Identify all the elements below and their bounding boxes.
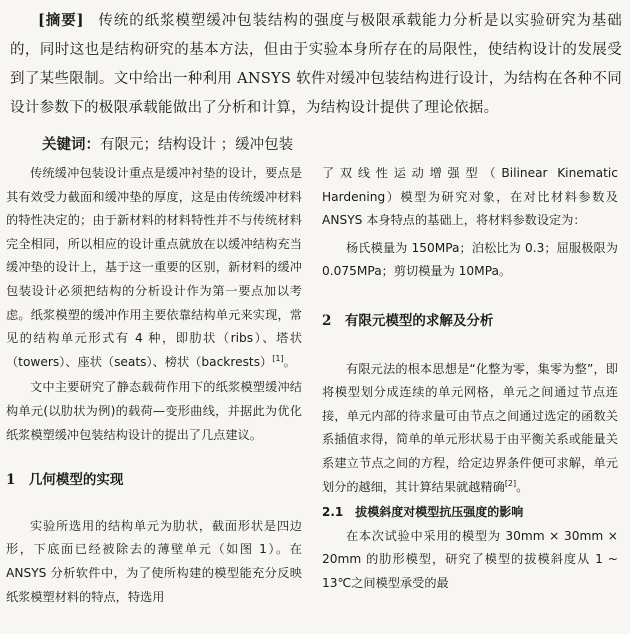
keywords-text: 有限元；结构设计 ；缓冲包装 (100, 137, 294, 153)
paragraph-end: 。 (283, 354, 296, 369)
paragraph: 文中主要研究了静态载荷作用下的纸浆模塑缓冲结构单元(以肋状为例)的载荷—变形曲线，并据此为优化纸浆模塑缓冲包装结构设计的提出了几点建议。 (6, 380, 302, 442)
paragraph: 杨氏模量为 150MPa；泊松比为 0.3；屈服极限为 0.075MPa；剪切模量为 10MPa。 (322, 240, 618, 279)
subsection-heading: 2.1 拔模斜度对模型抗压强度的影响 (322, 505, 524, 520)
right-column (322, 162, 618, 596)
paragraph-end: 。 (516, 479, 529, 494)
paragraph-text: 传统缓冲包装设计重点是缓冲衬垫的设计，要点是其有效受力截面和缓冲垫的厚度，这是由传统缓冲材料的特性决定的；由于新材料的材料特性并不与传统材料完全相同，所以相应的设计重点就放在以缓冲结构充当缓冲垫的设计上，基于这一重要的区别，新材料的缓冲包装设计必须把结构的分析设计作为第一要点加以考虑。纸浆模塑的缓冲作用主要依靠结构单元来实现，常见的结构单元形式有 4 种，即肋状（ribs）、塔状（towers）、座状（seats）、榜状（backrests） (6, 166, 302, 369)
abstract (10, 6, 622, 123)
keywords-label: 关键词： (42, 137, 100, 153)
citation: [1] (272, 353, 284, 363)
left-column (6, 162, 302, 609)
citation: [2] (504, 478, 517, 488)
paragraph (322, 358, 618, 500)
paragraph: 了双线性运动增强型（Bilinear Kinematic Hardening）模型为研究对象，在对比材料参数及 ANSYS 本身特点的基础上，将材料参数设定为： (322, 166, 618, 228)
abstract-text: 传统的纸浆模塑缓冲包装结构的强度与极限承载能力分析是以实验研究为基础的，同时这也是结构研究的基本方法，但由于实验本身所存在的局限性，使结构设计的发展受到了某些限制。文中给出一种利用 ANSYS 软件对缓冲包装结构进行设计，为结构在各种不同设计参数下的极限承载能做出了分析和计算，为结构设计提供了理论依据。 (10, 13, 622, 116)
section-heading-1: 1 几何模型的实现 (6, 472, 124, 489)
paragraph: 在本次试验中采用的模型为 30mm × 30mm × 20mm 的肋形模型，研究了模型的拔模斜度从 1 ~ 13℃之间模型承受的最 (322, 528, 618, 590)
abstract-label: [摘要] (38, 12, 84, 29)
paragraph: 实验所选用的结构单元为肋状，截面形状是四边形，下底面已经被除去的薄壁单元（如图 1）。在 ANSYS 分析软件中，为了使所构建的模型能充分反映纸浆模塑材料的特点，特选用 (6, 518, 302, 604)
section-heading-2: 2 有限元模型的求解及分析 (322, 312, 494, 329)
keywords (42, 134, 293, 156)
paragraph (6, 162, 302, 374)
paragraph-text: 有限元法的根本思想是“化整为零，集零为整”，即将模型划分成连续的单元网格，单元之间通过节点连接，单元内部的待求量可由节点之间通过选定的函数关系插值求得，简单的单元形状易于由平衡关系或能量关系建立节点之间的方程，给定边界条件便可求解，单元划分的越细，其计算结果就越精确 (322, 361, 618, 494)
